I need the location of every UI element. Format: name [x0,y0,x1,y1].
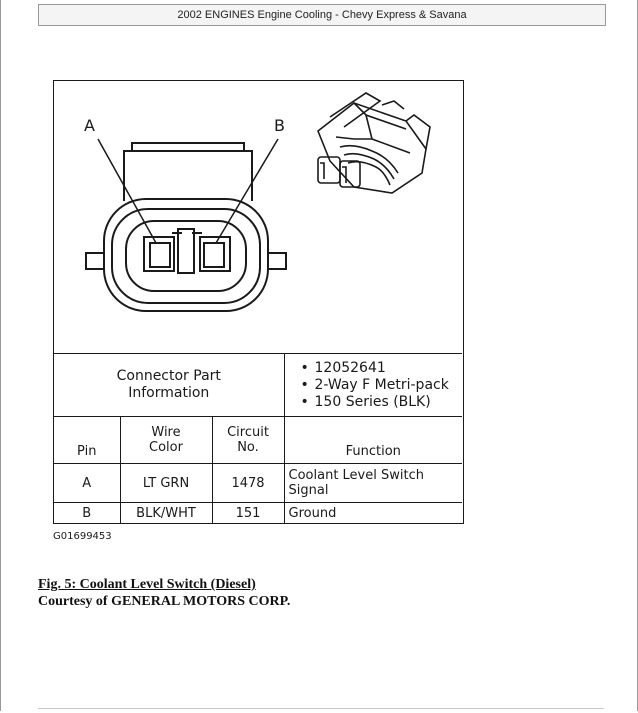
cell-pin: B [54,503,120,524]
pin-label-b: B [274,116,285,135]
figure-code: G01699453 [53,531,112,542]
cell-wire: BLK/WHT [120,503,212,524]
connector-figure [53,80,464,524]
caption-title: Fig. 5: Coolant Level Switch (Diesel) [38,577,256,592]
caption-courtesy: Courtesy of GENERAL MOTORS CORP. [38,594,291,609]
figure-caption [38,576,290,610]
cell-circuit: 151 [212,503,284,524]
table-row [54,464,462,503]
col-header-wire: Wire Color [120,417,212,464]
cell-function: Ground [284,503,462,524]
cell-pin: A [54,464,120,503]
connector-illustration [54,81,462,353]
connector-info-row [54,354,462,417]
bullet-item: • 150 Series (BLK) [301,394,458,411]
col-header-function: Function [284,417,462,464]
connector-iso-icon [318,93,430,193]
connector-info-label: Connector Part Information [54,354,284,417]
col-header-pin: Pin [54,417,120,464]
col-header-circuit: Circuit No. [212,417,284,464]
connector-face [86,143,286,311]
cell-circuit: 1478 [212,464,284,503]
table-header-row [54,417,462,464]
cell-wire: LT GRN [120,464,212,503]
connector-table [54,353,462,523]
connector-info-bullets [284,354,462,417]
page-header [38,4,606,26]
bullet-item: • 12052641 [301,360,458,377]
cell-function: Coolant Level Switch Signal [284,464,462,503]
pin-label-a: A [84,116,95,135]
table-row [54,503,462,524]
footer-divider [38,708,604,709]
bullet-item: • 2-Way F Metri-pack [301,377,458,394]
header-title: 2002 ENGINES Engine Cooling - Chevy Express & Savana [177,9,467,21]
